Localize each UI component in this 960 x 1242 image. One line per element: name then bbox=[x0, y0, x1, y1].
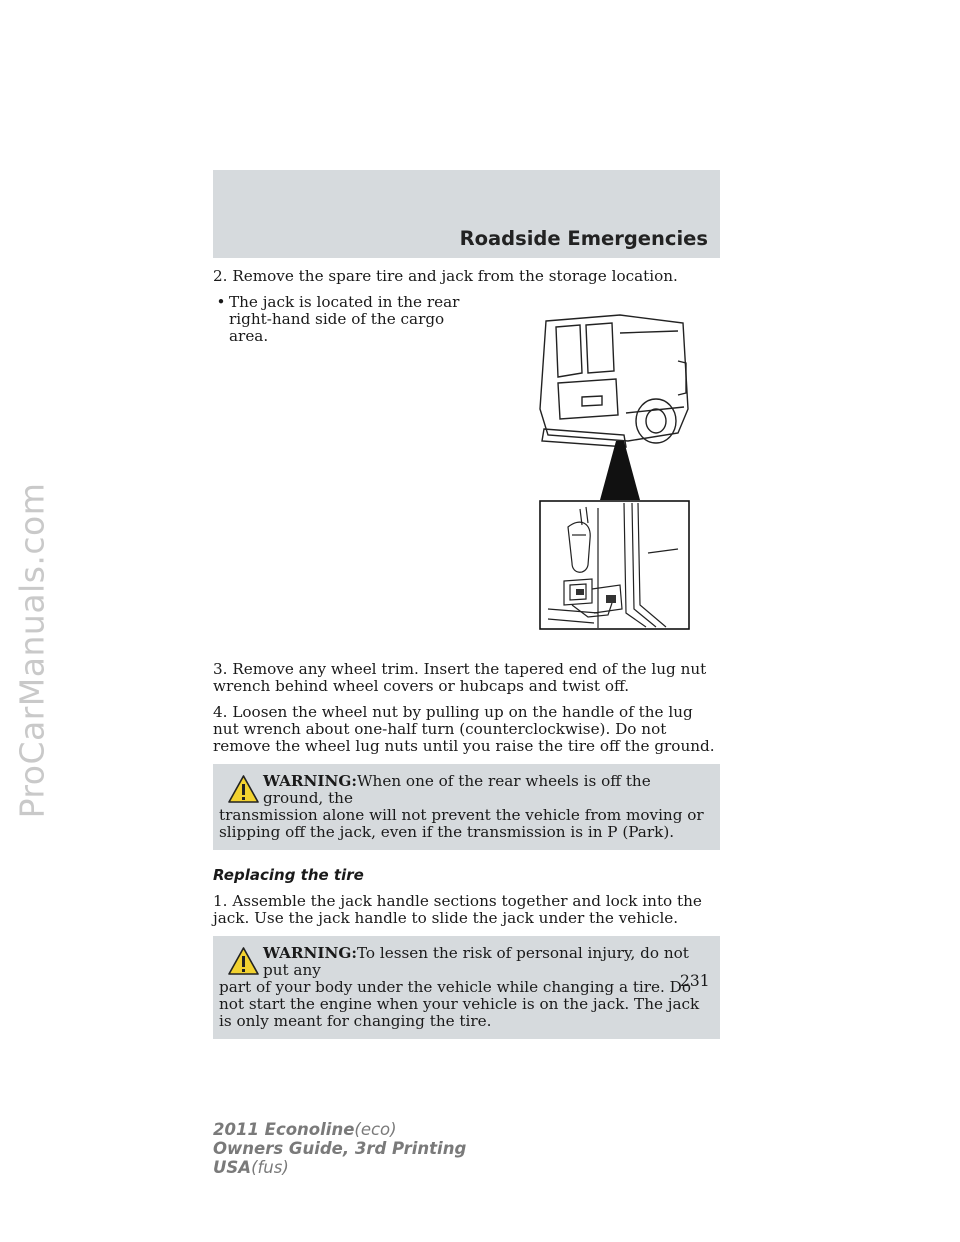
bullet-text: The jack is located in the rear right-hand side of the cargo area. bbox=[229, 293, 460, 345]
section-header bbox=[213, 170, 720, 258]
warning-second-line: transmission alone will not prevent the vehicle from moving or slipping off the jack, even if the transmission is in P (Park). bbox=[219, 806, 704, 841]
warning-text-start: To lessen the risk of personal injury, do not put any bbox=[263, 944, 689, 979]
jack-location-illustration bbox=[528, 313, 690, 631]
warning-triangle-icon bbox=[227, 946, 260, 976]
watermark-text: ProCarManuals.com bbox=[12, 482, 52, 818]
warning-continuation: part of your body under the vehicle while changing a tire. Do not start the engine when your vehicle is on the jack. The jack is only meant for changing the tire. bbox=[219, 978, 700, 1030]
footer-guide: Owners Guide, 3rd Printing bbox=[213, 1139, 467, 1158]
watermark bbox=[4, 200, 60, 1100]
warning-text-start: When one of the rear wheels is off the ground, the bbox=[263, 772, 651, 807]
warning-box-transmission bbox=[213, 764, 720, 850]
warning-first-line bbox=[219, 945, 712, 979]
replace-step-1: 1. Assemble the jack handle sections together and lock into the jack. Use the jack handle to slide the jack under the vehicle. bbox=[213, 892, 702, 927]
step-4: 4. Loosen the wheel nut by pulling up on the handle of the lug nut wrench about one-half turn (counterclockwise). Do not remove the wheel lug nuts until you raise the tire off the ground. bbox=[213, 703, 715, 755]
footer-region: USA bbox=[213, 1158, 252, 1177]
footer-model: 2011 Econoline bbox=[213, 1120, 355, 1139]
section-title: Roadside Emergencies bbox=[459, 227, 708, 250]
page-number: 231 bbox=[680, 972, 710, 990]
footer-model-code: (eco) bbox=[354, 1120, 397, 1139]
warning-label: WARNING: bbox=[263, 772, 357, 790]
footer-region-code: (fus) bbox=[251, 1158, 289, 1177]
warning-triangle-icon bbox=[227, 774, 260, 804]
figure-area bbox=[213, 311, 720, 661]
footer-guide-line bbox=[213, 1139, 466, 1158]
step-3: 3. Remove any wheel trim. Insert the tapered end of the lug nut wrench behind wheel covers or hubcaps and twist off. bbox=[213, 660, 707, 695]
warning-box-injury bbox=[213, 936, 720, 1039]
warning-label: WARNING: bbox=[263, 944, 357, 962]
warning-first-line bbox=[219, 773, 712, 807]
bullet-icon: • bbox=[216, 293, 226, 311]
subheading-replacing-tire: Replacing the tire bbox=[213, 866, 364, 884]
document-footer bbox=[213, 1120, 466, 1177]
footer-region-line bbox=[213, 1158, 466, 1177]
footer-model-line bbox=[213, 1120, 466, 1139]
page-content bbox=[213, 268, 720, 1056]
step-2: 2. Remove the spare tire and jack from the storage location. bbox=[213, 267, 678, 285]
